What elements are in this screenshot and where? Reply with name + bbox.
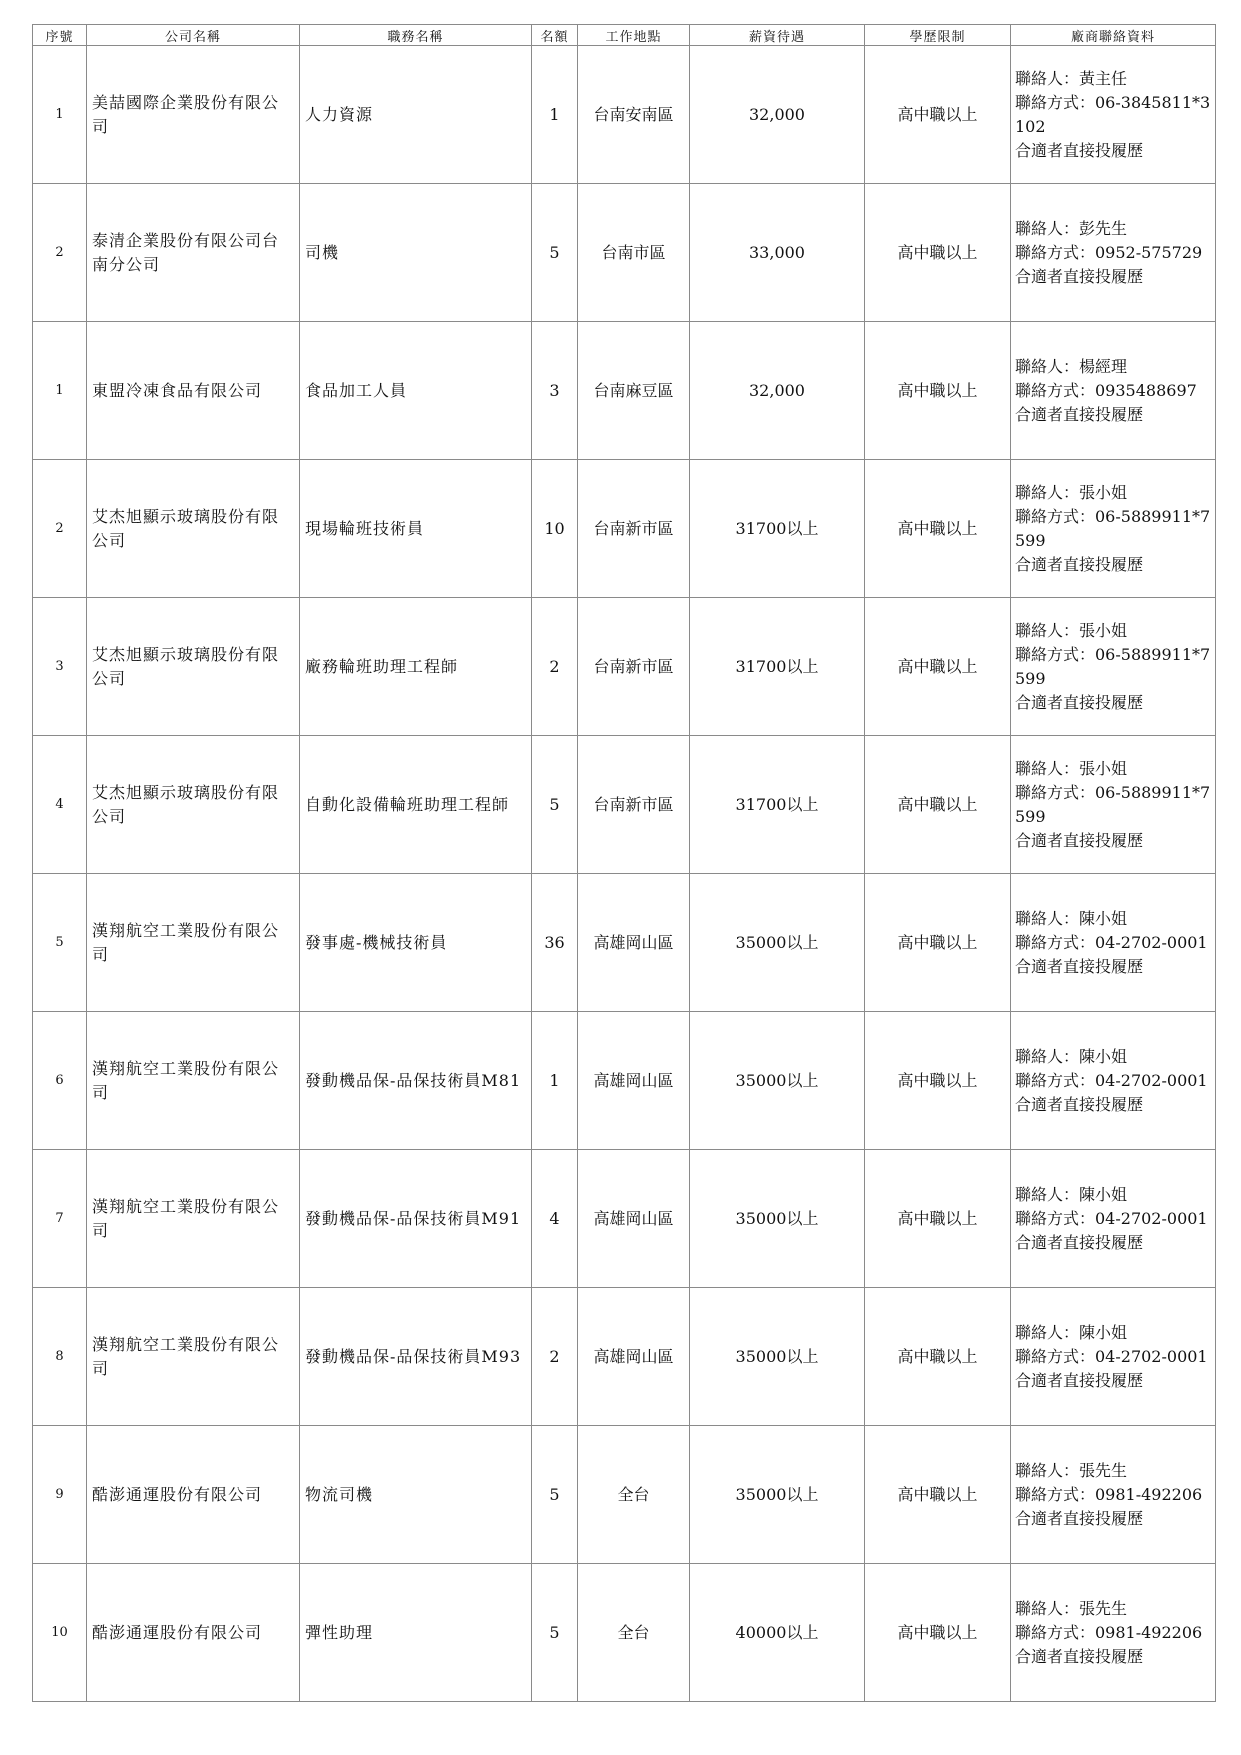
contact-person: 聯絡人：楊經理 xyxy=(1015,356,1128,376)
contact-method: 聯絡方式：04-2702-0001 xyxy=(1015,1346,1208,1366)
cell-location: 台南市區 xyxy=(578,184,690,322)
contact-note: 合適者直接投履歷 xyxy=(1015,956,1144,976)
contact-person: 聯絡人：張小姐 xyxy=(1015,620,1128,640)
cell-salary: 35000以上 xyxy=(690,1426,865,1564)
cell-openings: 5 xyxy=(532,1426,578,1564)
header-openings: 名額 xyxy=(532,25,578,46)
cell-contact xyxy=(1011,874,1216,1012)
cell-openings: 1 xyxy=(532,46,578,184)
cell-openings: 5 xyxy=(532,1564,578,1702)
header-location: 工作地點 xyxy=(578,25,690,46)
cell-openings: 2 xyxy=(532,1288,578,1426)
contact-person: 聯絡人：張先生 xyxy=(1015,1460,1128,1480)
cell-contact xyxy=(1011,1426,1216,1564)
cell-contact xyxy=(1011,598,1216,736)
contact-person: 聯絡人：陳小姐 xyxy=(1015,1184,1128,1204)
cell-contact xyxy=(1011,736,1216,874)
cell-salary: 33,000 xyxy=(690,184,865,322)
table-row xyxy=(33,46,1216,184)
cell-education: 高中職以上 xyxy=(865,1426,1011,1564)
cell-education: 高中職以上 xyxy=(865,1150,1011,1288)
cell-openings: 1 xyxy=(532,1012,578,1150)
cell-job-title: 彈性助理 xyxy=(300,1564,532,1702)
cell-job-title: 自動化設備輪班助理工程師 xyxy=(300,736,532,874)
cell-salary: 31700以上 xyxy=(690,598,865,736)
contact-note: 合適者直接投履歷 xyxy=(1015,1370,1144,1390)
cell-job-title: 人力資源 xyxy=(300,46,532,184)
table-row xyxy=(33,184,1216,322)
cell-company: 艾杰旭顯示玻璃股份有限公司 xyxy=(87,736,300,874)
cell-contact xyxy=(1011,460,1216,598)
contact-note: 合適者直接投履歷 xyxy=(1015,1646,1144,1666)
cell-seq: 7 xyxy=(33,1150,87,1288)
table-row xyxy=(33,460,1216,598)
header-job-title: 職務名稱 xyxy=(300,25,532,46)
contact-method: 聯絡方式：04-2702-0001 xyxy=(1015,932,1208,952)
contact-method: 聯絡方式：0935488697 xyxy=(1015,380,1197,400)
table-row xyxy=(33,1150,1216,1288)
cell-contact xyxy=(1011,1564,1216,1702)
cell-education: 高中職以上 xyxy=(865,598,1011,736)
contact-person: 聯絡人：彭先生 xyxy=(1015,218,1128,238)
cell-location: 台南新市區 xyxy=(578,598,690,736)
cell-seq: 5 xyxy=(33,874,87,1012)
cell-salary: 35000以上 xyxy=(690,874,865,1012)
table-body xyxy=(33,46,1216,1702)
cell-salary: 31700以上 xyxy=(690,736,865,874)
cell-openings: 2 xyxy=(532,598,578,736)
cell-seq: 8 xyxy=(33,1288,87,1426)
header-seq: 序號 xyxy=(33,25,87,46)
cell-location: 台南麻豆區 xyxy=(578,322,690,460)
cell-seq: 2 xyxy=(33,460,87,598)
contact-method: 聯絡方式：0952-575729 xyxy=(1015,242,1203,262)
header-education: 學歷限制 xyxy=(865,25,1011,46)
cell-job-title: 司機 xyxy=(300,184,532,322)
cell-company: 東盟冷凍食品有限公司 xyxy=(87,322,300,460)
cell-education: 高中職以上 xyxy=(865,184,1011,322)
cell-company: 漢翔航空工業股份有限公司 xyxy=(87,1012,300,1150)
cell-company: 漢翔航空工業股份有限公司 xyxy=(87,1150,300,1288)
cell-seq: 3 xyxy=(33,598,87,736)
contact-note: 合適者直接投履歷 xyxy=(1015,692,1144,712)
contact-note: 合適者直接投履歷 xyxy=(1015,140,1144,160)
contact-note: 合適者直接投履歷 xyxy=(1015,1508,1144,1528)
cell-seq: 1 xyxy=(33,46,87,184)
cell-company: 美喆國際企業股份有限公司 xyxy=(87,46,300,184)
cell-openings: 10 xyxy=(532,460,578,598)
job-listing-table xyxy=(32,24,1216,1702)
cell-seq: 4 xyxy=(33,736,87,874)
cell-company: 艾杰旭顯示玻璃股份有限公司 xyxy=(87,598,300,736)
contact-note: 合適者直接投履歷 xyxy=(1015,554,1144,574)
header-company: 公司名稱 xyxy=(87,25,300,46)
contact-person: 聯絡人：張小姐 xyxy=(1015,482,1128,502)
contact-method: 聯絡方式：06-5889911*7599 xyxy=(1015,506,1211,550)
cell-location: 高雄岡山區 xyxy=(578,1288,690,1426)
contact-person: 聯絡人：張小姐 xyxy=(1015,758,1128,778)
contact-person: 聯絡人：陳小姐 xyxy=(1015,1046,1128,1066)
cell-education: 高中職以上 xyxy=(865,460,1011,598)
contact-method: 聯絡方式：0981-492206 xyxy=(1015,1622,1203,1642)
cell-job-title: 發事處-機械技術員 xyxy=(300,874,532,1012)
cell-salary: 35000以上 xyxy=(690,1150,865,1288)
cell-contact xyxy=(1011,1288,1216,1426)
cell-location: 高雄岡山區 xyxy=(578,1012,690,1150)
cell-salary: 35000以上 xyxy=(690,1288,865,1426)
cell-seq: 1 xyxy=(33,322,87,460)
cell-salary: 35000以上 xyxy=(690,1012,865,1150)
contact-person: 聯絡人：張先生 xyxy=(1015,1598,1128,1618)
cell-seq: 6 xyxy=(33,1012,87,1150)
table-row xyxy=(33,598,1216,736)
cell-education: 高中職以上 xyxy=(865,322,1011,460)
cell-salary: 32,000 xyxy=(690,46,865,184)
cell-seq: 9 xyxy=(33,1426,87,1564)
contact-method: 聯絡方式：04-2702-0001 xyxy=(1015,1208,1208,1228)
cell-job-title: 食品加工人員 xyxy=(300,322,532,460)
cell-location: 全台 xyxy=(578,1426,690,1564)
cell-contact xyxy=(1011,184,1216,322)
cell-job-title: 現場輪班技術員 xyxy=(300,460,532,598)
job-listing-page xyxy=(32,24,1215,1702)
cell-openings: 36 xyxy=(532,874,578,1012)
cell-location: 高雄岡山區 xyxy=(578,874,690,1012)
cell-location: 台南新市區 xyxy=(578,460,690,598)
contact-note: 合適者直接投履歷 xyxy=(1015,404,1144,424)
cell-openings: 5 xyxy=(532,184,578,322)
cell-education: 高中職以上 xyxy=(865,1012,1011,1150)
contact-person: 聯絡人：陳小姐 xyxy=(1015,908,1128,928)
cell-salary: 31700以上 xyxy=(690,460,865,598)
table-row xyxy=(33,322,1216,460)
contact-note: 合適者直接投履歷 xyxy=(1015,266,1144,286)
header-salary: 薪資待遇 xyxy=(690,25,865,46)
cell-job-title: 發動機品保-品保技術員M93 xyxy=(300,1288,532,1426)
cell-job-title: 物流司機 xyxy=(300,1426,532,1564)
cell-education: 高中職以上 xyxy=(865,736,1011,874)
cell-education: 高中職以上 xyxy=(865,874,1011,1012)
contact-person: 聯絡人：陳小姐 xyxy=(1015,1322,1128,1342)
contact-method: 聯絡方式：0981-492206 xyxy=(1015,1484,1203,1504)
cell-company: 酷澎通運股份有限公司 xyxy=(87,1426,300,1564)
cell-openings: 5 xyxy=(532,736,578,874)
contact-person: 聯絡人：黃主任 xyxy=(1015,68,1128,88)
cell-contact xyxy=(1011,1012,1216,1150)
table-row xyxy=(33,736,1216,874)
cell-salary: 32,000 xyxy=(690,322,865,460)
table-row xyxy=(33,1426,1216,1564)
table-row xyxy=(33,1012,1216,1150)
cell-location: 全台 xyxy=(578,1564,690,1702)
contact-note: 合適者直接投履歷 xyxy=(1015,830,1144,850)
cell-company: 漢翔航空工業股份有限公司 xyxy=(87,1288,300,1426)
cell-job-title: 發動機品保-品保技術員M81 xyxy=(300,1012,532,1150)
cell-job-title: 廠務輪班助理工程師 xyxy=(300,598,532,736)
cell-location: 台南安南區 xyxy=(578,46,690,184)
cell-company: 漢翔航空工業股份有限公司 xyxy=(87,874,300,1012)
contact-method: 聯絡方式：04-2702-0001 xyxy=(1015,1070,1208,1090)
cell-company: 酷澎通運股份有限公司 xyxy=(87,1564,300,1702)
contact-method: 聯絡方式：06-5889911*7599 xyxy=(1015,644,1211,688)
cell-company: 泰清企業股份有限公司台南分公司 xyxy=(87,184,300,322)
contact-method: 聯絡方式：06-3845811*3102 xyxy=(1015,92,1211,136)
cell-openings: 4 xyxy=(532,1150,578,1288)
cell-seq: 2 xyxy=(33,184,87,322)
cell-seq: 10 xyxy=(33,1564,87,1702)
table-row xyxy=(33,1564,1216,1702)
cell-contact xyxy=(1011,46,1216,184)
cell-location: 台南新市區 xyxy=(578,736,690,874)
cell-job-title: 發動機品保-品保技術員M91 xyxy=(300,1150,532,1288)
cell-contact xyxy=(1011,322,1216,460)
cell-salary: 40000以上 xyxy=(690,1564,865,1702)
contact-note: 合適者直接投履歷 xyxy=(1015,1232,1144,1252)
cell-education: 高中職以上 xyxy=(865,46,1011,184)
cell-contact xyxy=(1011,1150,1216,1288)
table-header-row xyxy=(33,25,1216,46)
cell-company: 艾杰旭顯示玻璃股份有限公司 xyxy=(87,460,300,598)
table-row xyxy=(33,874,1216,1012)
cell-education: 高中職以上 xyxy=(865,1288,1011,1426)
cell-location: 高雄岡山區 xyxy=(578,1150,690,1288)
cell-openings: 3 xyxy=(532,322,578,460)
header-contact: 廠商聯絡資料 xyxy=(1011,25,1216,46)
contact-note: 合適者直接投履歷 xyxy=(1015,1094,1144,1114)
contact-method: 聯絡方式：06-5889911*7599 xyxy=(1015,782,1211,826)
table-row xyxy=(33,1288,1216,1426)
cell-education: 高中職以上 xyxy=(865,1564,1011,1702)
